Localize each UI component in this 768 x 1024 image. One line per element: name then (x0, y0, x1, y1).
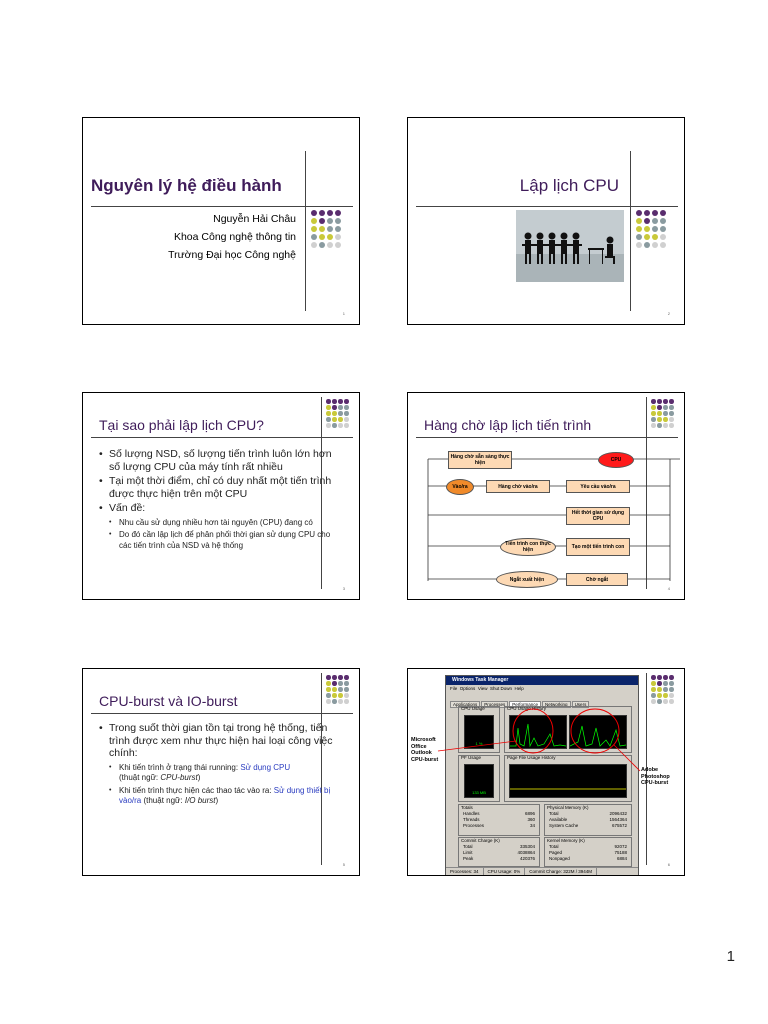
school: Trường Đại học Công nghệ (168, 249, 296, 261)
slide-2-title: Lập lịch CPU (519, 176, 619, 195)
slide-number: 4 (667, 586, 670, 591)
status-commit: Commit Charge: 322M / 3944M (525, 868, 597, 876)
highlight-text: Sử dụng CPU (240, 762, 291, 772)
time-slice-box: Hết thời gian sử dụng CPU (566, 507, 630, 525)
term-text: CPU-burst (160, 773, 198, 782)
cpu-history-label: CPU Usage History (507, 706, 547, 711)
tab-processes[interactable]: Processes (481, 701, 508, 708)
kv-key: Total (463, 844, 473, 849)
annotation-outlook: Microsoft Office Outlook CPU-burst (411, 737, 439, 763)
io-queue-box: Hàng chờ vào/ra (486, 480, 550, 493)
sub-item (109, 763, 339, 784)
slide-number: 5 (342, 862, 345, 867)
term-close: ) (215, 796, 219, 805)
term-text: I/O burst (184, 796, 216, 805)
author-name: Nguyễn Hải Châu (213, 213, 296, 225)
queue-diagram-lines (408, 393, 685, 600)
slide-5-title: CPU-burst và IO-burst (99, 693, 238, 709)
kv-value: 675572 (611, 823, 627, 828)
menu-file[interactable]: File (450, 686, 458, 691)
decorative-dots (326, 399, 350, 429)
kernel-memory-label: Kernel Memory (K) (547, 838, 585, 843)
kv-value: 360 (527, 817, 535, 822)
highlight-text: Sử dụng thiết bị vào/ra (119, 785, 331, 805)
slide-number: 3 (342, 586, 345, 591)
term-prefix: (thuật ngữ: (119, 773, 161, 782)
kv-key: Nonpaged (549, 856, 570, 861)
cpu-usage-value: 1 % (475, 741, 483, 746)
kv-key: Processes (463, 823, 485, 828)
vertical-divider (630, 151, 631, 311)
department: Khoa Công nghệ thông tin (173, 231, 296, 243)
sub-text: Khi tiến trình thực hiện các thao tác vào ra: (119, 785, 274, 795)
bullet-item: • Số lượng NSD, số lượng tiến trình luôn lớn hơn số lượng CPU của máy tính rất nhiều (99, 448, 339, 473)
slide-number: 1 (342, 311, 345, 316)
kv-value: 6884 (616, 856, 627, 861)
slide-number: 2 (667, 311, 670, 316)
kv-value: 335304 (519, 844, 535, 849)
status-cpu: CPU Usage: 0% (484, 868, 526, 876)
sub-text: Khi tiến trình ở trạng thái running: (119, 762, 241, 772)
kv-key: Handles (463, 811, 480, 816)
annotation-photoshop: Adobe Photoshop CPU-burst (641, 767, 670, 786)
bullet-item (99, 722, 339, 807)
slide-1-title: Nguyên lý hệ điều hành (91, 176, 282, 195)
kv-value: 4038864 (517, 850, 535, 855)
totals-label: Totals (461, 805, 473, 810)
pf-usage-value: 133 MB (472, 790, 486, 795)
sub-list (109, 518, 339, 552)
slide-2 (407, 117, 685, 325)
term-close: ) (197, 773, 201, 782)
kv-value: 34 (529, 823, 535, 828)
bullet-text: Trong suốt thời gian tồn tại trong hệ thống, tiến trình được xem như thực hiện hai loại công việc chính: (109, 722, 333, 759)
people-illustration (516, 210, 624, 282)
slide-5 (82, 668, 360, 876)
title-underline (91, 206, 353, 207)
wait-interrupt-box: Chờ ngắt (566, 573, 628, 586)
menu-view[interactable]: View (477, 686, 488, 691)
decorative-dots (326, 675, 350, 705)
bullet-list (99, 722, 339, 809)
physical-memory-label: Physical Memory (K) (547, 805, 589, 810)
kv-value: 75188 (614, 850, 627, 855)
bullet-item: • Tại một thời điểm, chỉ có duy nhất một tiến trình được thực hiện trên một CPU (99, 475, 339, 500)
commit-charge-label: Commit Charge (K) (461, 838, 500, 843)
kv-key: Total (549, 844, 559, 849)
kv-value: 420376 (519, 856, 535, 861)
vertical-divider (305, 151, 306, 311)
kv-key: Limit (463, 850, 473, 855)
slide-1 (82, 117, 360, 325)
kv-value: 92072 (614, 844, 627, 849)
menu-shutdown[interactable]: Shut Down (490, 686, 513, 691)
menu-options[interactable]: Options (459, 686, 476, 691)
sub-item: • Nhu cầu sử dụng nhiều hơn tài nguyên (CPU) đang có (109, 518, 339, 529)
slide-6 (407, 668, 685, 876)
pf-usage-label: PF Usage (461, 755, 482, 760)
tab-performance[interactable]: Performance (509, 701, 541, 708)
sub-list (109, 763, 339, 807)
menu-help[interactable]: Help (514, 686, 524, 691)
sub-item (109, 786, 339, 807)
title-underline (91, 713, 353, 714)
slide-3-title: Tại sao phải lập lịch CPU? (99, 417, 264, 433)
status-processes: Processes: 34 (446, 868, 484, 876)
kv-key: Threads (463, 817, 480, 822)
cpu-oval: CPU (598, 452, 634, 468)
slide-3 (82, 392, 360, 600)
kv-key: Total (549, 811, 559, 816)
io-oval: Vào/ra (446, 479, 474, 495)
kv-key: System Cache (549, 823, 579, 828)
kv-key: Paged (549, 850, 563, 855)
title-underline (91, 437, 353, 438)
pf-history-label: Page File Usage History (507, 755, 556, 760)
tab-applications[interactable]: Applications (450, 701, 480, 708)
tab-networking[interactable]: Networking (542, 701, 571, 708)
kv-key: Available (549, 817, 568, 822)
decorative-dots (636, 210, 668, 250)
title-underline (416, 206, 678, 207)
bullet-item (99, 502, 339, 551)
child-exec-oval: Tiến trình con thực hiện (500, 538, 556, 556)
kv-value: 2096432 (609, 811, 627, 816)
create-child-box: Tạo một tiến trình con (566, 538, 630, 556)
slide-4-title: Hàng chờ lập lịch tiến trình (424, 417, 592, 433)
cpu-usage-label: CPU Usage (461, 706, 485, 711)
window-title: Windows Task Manager (446, 676, 638, 685)
kv-value: 1564364 (609, 817, 627, 822)
page-number: 1 (726, 948, 735, 965)
slide-number: 6 (667, 862, 670, 867)
interrupt-oval: Ngắt xuất hiện (496, 571, 558, 588)
ready-queue-box: Hàng chờ sẵn sàng thực hiện (448, 451, 512, 469)
bullet-text: Vấn đề: (109, 502, 146, 514)
tab-users[interactable]: Users (572, 701, 590, 708)
kv-value: 6896 (524, 811, 535, 816)
io-request-box: Yêu cầu vào/ra (566, 480, 630, 493)
slide-4 (407, 392, 685, 600)
sub-item: • Do đó cần lập lịch để phân phối thời gian sử dụng CPU cho các tiến trình của NSD và hệ thống (109, 530, 339, 551)
decorative-dots (311, 210, 343, 250)
kv-key: Peak (463, 856, 474, 861)
term-prefix: (thuật ngữ: (141, 796, 185, 805)
bullet-list (99, 448, 339, 553)
